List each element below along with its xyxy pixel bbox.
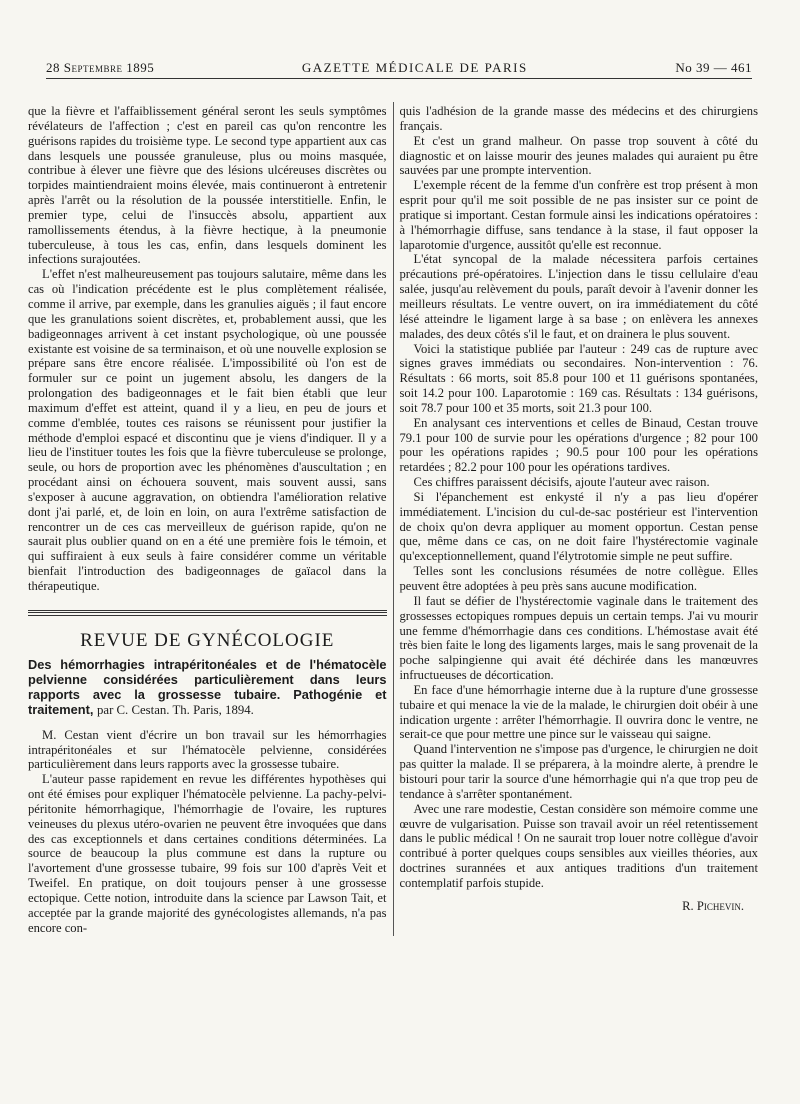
paragraph: Et c'est un grand malheur. On passe trop souvent à côté du diagnostic et on laisse mourir des jeunes malades qui auraient pu être sauvées par une prompte intervention. <box>399 133 758 178</box>
paragraph: Quand l'intervention ne s'impose pas d'urgence, le chirurgien ne doit pas quitter la malade. Il se préparera, à la moindre alerte, à prendre le bistouri pour tarir la source d'une hémorrhagie qui n'a que trop peu de tendance à s'arrêter spontanément. <box>399 742 758 801</box>
page-number: No 39 — 461 <box>675 60 752 75</box>
paragraph: L'exemple récent de la femme d'un confrère est trop présent à mon esprit pour qu'il me soit possible de ne pas insister sur ce point de pratique si important. Cestan formule ainsi les indications opératoires : à l'hémorrhagie diffuse, sans tendance à la stase, il faut opposer la laparotomie d'urgence, aussitôt qu'elle est reconnue. <box>399 178 758 252</box>
paragraph: Si l'épanchement est enkysté il n'y a pas lieu d'opérer immédiatement. L'incision du cul-de-sac postérieur est l'intervention de choix qu'on devra appliquer au moment opportun. Cestan pense que, même dans ce cas, on ne doit faire l'hystérectomie vaginale qu'exceptionnellement, quand l'élytrotomie simple ne peut suffire. <box>399 489 758 564</box>
left-column <box>28 104 393 936</box>
section-title: REVUE DE GYNÉCOLOGIE <box>80 629 335 651</box>
paragraph: L'effet n'est malheureusement pas toujours salutaire, même dans les cas où l'indication précédente est le plus complètement réalisée, comme il arrive, par exemple, dans les granulies aiguës ; il faut encore que les granulations soient discrètes, et, probablement aussi, que les badigeonnages arrivent à cet instant psychologique, où une poussée existante est voisine de sa terminaison, et où une nouvelle explosion se prépare sans être encore réalisée. L'impossibilité où l'on est de formuler sur ce point un jugement absolu, les dangers de la prolongation des badigeonnages et le fait bien établi que leur maximum d'effet est atteint, quand il y a lieu, en peu de jours et comme d'emblée, toutes ces raisons se réunissent pour justifier la méthode d'emploi espacé et discontinu que je viens d'indiquer. Il y a lieu de l'instituer toutes les fois que la fièvre tuberculeuse se prolonge, seule, ou hors de proportion avec les phénomènes d'auscultation ; en procédant ainsi on échouera souvent, mais souvent aussi, sans s'exposer à aucune aggravation, on obtiendra l'amélioration relative dont j'ai parlé, et, de loin en loin, on aura l'extrême satisfaction de rencontrer un de ces cas merveilleux de guérison rapide, qu'on ne saurait plus oublier quand on en a été une première fois le témoin, et qui suffiraient à eux seuls à faire considérer comme un véritable bienfait l'introduction des badigeonnages de gaïacol dans la thérapeutique. <box>28 267 387 593</box>
article-title: Des hémorrhagies intrapéritonéales et de l'hématocèle pelvienne considérées particulièrement dans leurs rapports avec la grossesse tubaire. Pathogénie et traitement, <box>28 656 387 717</box>
paragraph: Avec une rare modestie, Cestan considère son mémoire comme une œuvre de vulgarisation. Puisse son travail avoir un réel retentissement dans le public médical ! On ne saurait trop louer notre collègue d'avoir contribué à porter quelques coups sensibles aux vieilles théories, aux doctrines surannées et aux antiques traditions d'un traitement contemplatif parfois stupide. <box>399 801 758 890</box>
paragraph: Ces chiffres paraissent décisifs, ajoute l'auteur avec raison. <box>413 475 710 490</box>
paragraph: En analysant ces interventions et celles de Binaud, Cestan trouve 79.1 pour 100 de survie pour les opérations d'urgence ; 82 pour 100 pour les opérations rapides ; 90.5 pour 100 pour les opérations retardées ; 82.2 pour 100 pour les opérations tardives. <box>399 415 758 475</box>
text-columns <box>28 104 758 936</box>
issue-date: 28 Septembre 1895 <box>46 60 155 75</box>
article-heading <box>28 657 387 718</box>
paragraph: L'état syncopal de la malade nécessitera parfois certaines précautions pré-opératoires. L'injection dans le tissu cellulaire d'eau salée, jusqu'au relèvement du pouls, paraît devoir à l'avenir donner les meilleurs résultats. Le ventre ouvert, on ira immédiatement du côté lésé atteindre le ligament large à sa base ; on enlèvera les annexes malades, des deux côtés s'il le faut, et on drainera le plus souvent. <box>399 252 758 341</box>
paragraph: Voici la statistique publiée par l'auteur : 249 cas de rupture avec signes graves immédiats ou secondaires. Non-intervention : 76. Résultats : 66 morts, soit 85.8 pour 100 et 11 guérisons spontanées, soit 14.2 pour 100. Laparotomie : 169 cas. Résultats : 134 guérisons, soit 78.7 pour 100 et 35 morts, soit 21.3 pour 100. <box>399 341 758 415</box>
paragraph: Il faut se défier de l'hystérectomie vaginale dans le traitement des grossesses ectopiques rompues depuis un certain temps. J'ai vu mourir une femme d'hémorrhagie dans ces conditions. L'hémostase avait été très bien faite le long des ligaments larges, mais le sang provenait de la poche salpingienne qui avait été déchirée dans les manœuvres infructueuses de décortication. <box>399 593 758 683</box>
paragraph: quis l'adhésion de la grande masse des médecins et des chirurgiens français. <box>399 104 758 133</box>
paragraph: que la fièvre et l'affaiblissement général seront les seuls symptômes révélateurs de l'affection ; c'est en pareil cas qu'on rencontre les guérisons rapides du troisième type. Le second type appartient aux cas dans lesquels une poussée granuleuse, plus ou moins masquée, contribue à élever une fièvre que des lésions ulcéreuses discrètes ou torpides maintiendraient moins élevée, mais continueront à entretenir après l'arrêt ou la résolution de la poussée interstitielle. Enfin, le premier type, celui de l'insuccès absolu, appartient aux ramollissements étendus, à la fièvre hectique, à la pneumonie tuberculeuse, à tous les cas, enfin, dans lesquels dominent les infections surajoutées. <box>28 104 387 267</box>
section-separator <box>28 610 387 616</box>
article-author: par C. Cestan. Th. Paris, 1894. <box>96 702 254 717</box>
author-signature: R. Pichevin. <box>682 898 744 913</box>
paragraph: M. Cestan vient d'écrire un bon travail sur les hémorrhagies intrapéritonéales et sur l'hématocèle pelvienne, considérées particulièrement dans leurs rapports avec la grossesse tubaire. <box>28 727 387 772</box>
paragraph: Telles sont les conclusions résumées de notre collègue. Elles peuvent être adoptées à peu près sans aucune modification. <box>399 564 758 593</box>
paragraph: En face d'une hémorrhagie interne due à la rupture d'une grossesse tubaire et qui menace la vie de la malade, le chirurgien doit obéir à une indication urgente : arrêter l'hémorrhagie. Il ouvrira donc le ventre, ne serait-ce que pour mettre une pince sur le vaisseau qui saigne. <box>399 682 758 742</box>
journal-title: GAZETTE MÉDICALE DE PARIS <box>301 60 528 75</box>
header-rule <box>46 78 752 79</box>
running-header <box>46 60 752 76</box>
right-column <box>393 104 758 936</box>
paragraph: L'auteur passe rapidement en revue les différentes hypothèses qui ont été émises pour expliquer l'hématocèle pelvienne. La pachy-pelvi-péritonite hémorrhagique, l'hémorrhagie de l'ovaire, les ruptures veineuses du plexus utéro-ovarien ne peuvent être invoquées que dans des cas exceptionnels et dans certaines conditions déterminées. La source de beaucoup la plus commune est dans la rupture ou l'avortement d'une grossesse tubaire, 99 fois sur 100 d'après Veit et Tweifel. En pratique, on doit toujours penser à une grossesse ectopique. Cette notion, introduite dans la science par Lawson Tait, et acceptée par la grande majorité des gynécologistes allemands, n'a pas encore con- <box>28 772 387 935</box>
